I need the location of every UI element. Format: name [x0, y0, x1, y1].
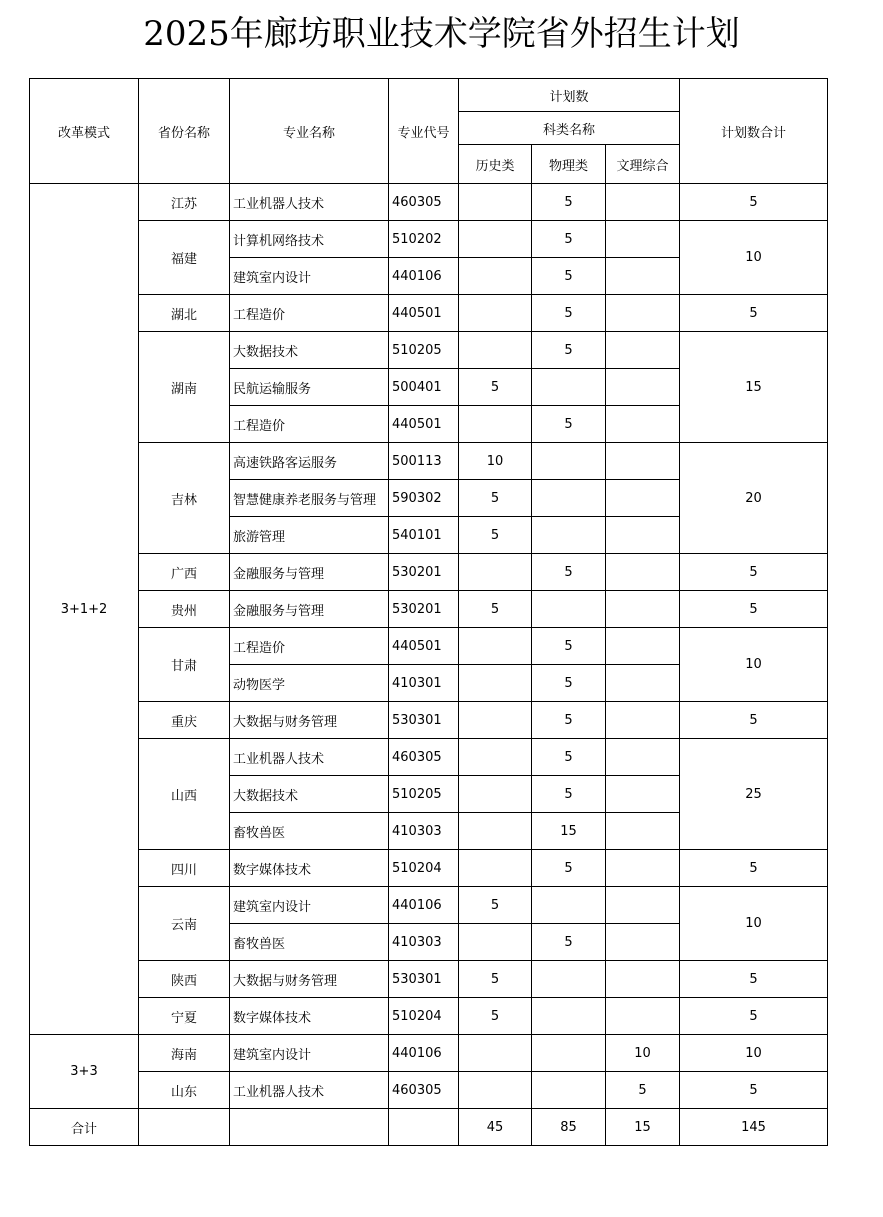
physics-cell: 5	[532, 221, 606, 258]
total-cell: 10	[680, 1035, 828, 1072]
physics-cell	[532, 591, 606, 628]
arts-sci-cell	[606, 665, 680, 702]
history-cell	[459, 295, 532, 332]
history-cell	[459, 739, 532, 776]
header-code: 专业代号	[389, 79, 459, 184]
code-cell: 590302	[389, 480, 459, 517]
header-mode: 改革模式	[30, 79, 139, 184]
total-cell: 5	[680, 591, 828, 628]
province-cell: 宁夏	[139, 998, 230, 1035]
summary-physics: 85	[532, 1109, 606, 1146]
history-cell	[459, 332, 532, 369]
major-cell: 工程造价	[230, 295, 389, 332]
history-cell: 5	[459, 369, 532, 406]
physics-cell: 5	[532, 554, 606, 591]
physics-cell: 5	[532, 702, 606, 739]
code-cell: 440501	[389, 628, 459, 665]
history-cell: 5	[459, 591, 532, 628]
physics-cell: 5	[532, 332, 606, 369]
history-cell	[459, 628, 532, 665]
major-cell: 数字媒体技术	[230, 998, 389, 1035]
code-cell: 510202	[389, 221, 459, 258]
code-cell: 440106	[389, 887, 459, 924]
arts-sci-cell	[606, 406, 680, 443]
code-cell: 510205	[389, 776, 459, 813]
arts-sci-cell	[606, 258, 680, 295]
summary-row	[30, 1109, 828, 1146]
table-row	[30, 739, 828, 776]
history-cell	[459, 924, 532, 961]
code-cell: 500401	[389, 369, 459, 406]
history-cell: 5	[459, 961, 532, 998]
code-cell: 410301	[389, 665, 459, 702]
table-row	[30, 1072, 828, 1109]
province-cell: 贵州	[139, 591, 230, 628]
physics-cell: 5	[532, 924, 606, 961]
major-cell: 工业机器人技术	[230, 739, 389, 776]
history-cell	[459, 184, 532, 221]
major-cell: 计算机网络技术	[230, 221, 389, 258]
physics-cell	[532, 480, 606, 517]
major-cell: 民航运输服务	[230, 369, 389, 406]
history-cell: 5	[459, 517, 532, 554]
province-cell: 重庆	[139, 702, 230, 739]
arts-sci-cell: 5	[606, 1072, 680, 1109]
code-cell: 530201	[389, 591, 459, 628]
province-cell: 福建	[139, 221, 230, 295]
major-cell: 工程造价	[230, 628, 389, 665]
page-title: 2025年廊坊职业技术学院省外招生计划	[143, 14, 740, 54]
header-physics: 物理类	[532, 145, 606, 184]
header-history: 历史类	[459, 145, 532, 184]
major-cell: 金融服务与管理	[230, 591, 389, 628]
total-cell: 5	[680, 850, 828, 887]
province-cell: 海南	[139, 1035, 230, 1072]
arts-sci-cell	[606, 554, 680, 591]
table-row	[30, 591, 828, 628]
history-cell: 5	[459, 480, 532, 517]
mode-cell: 3+3	[30, 1035, 139, 1109]
enrollment-plan-table	[29, 78, 828, 1146]
history-cell	[459, 554, 532, 591]
history-cell	[459, 776, 532, 813]
table-row	[30, 998, 828, 1035]
province-cell: 广西	[139, 554, 230, 591]
physics-cell: 5	[532, 776, 606, 813]
major-cell: 智慧健康养老服务与管理	[230, 480, 389, 517]
table-row	[30, 1035, 828, 1072]
total-cell: 15	[680, 332, 828, 443]
province-cell: 云南	[139, 887, 230, 961]
summary-history: 45	[459, 1109, 532, 1146]
arts-sci-cell: 10	[606, 1035, 680, 1072]
table-footer	[30, 1109, 828, 1146]
table-row	[30, 443, 828, 480]
total-cell: 10	[680, 221, 828, 295]
province-cell: 湖北	[139, 295, 230, 332]
total-cell: 20	[680, 443, 828, 554]
major-cell: 大数据与财务管理	[230, 702, 389, 739]
history-cell	[459, 258, 532, 295]
arts-sci-cell	[606, 776, 680, 813]
major-cell: 工业机器人技术	[230, 1072, 389, 1109]
code-cell: 540101	[389, 517, 459, 554]
major-cell: 大数据技术	[230, 776, 389, 813]
header-arts-sci: 文理综合	[606, 145, 680, 184]
code-cell: 500113	[389, 443, 459, 480]
table-row	[30, 961, 828, 998]
header-total: 计划数合计	[680, 79, 828, 184]
summary-empty-cell	[139, 1109, 230, 1146]
arts-sci-cell	[606, 998, 680, 1035]
history-cell	[459, 850, 532, 887]
code-cell: 440106	[389, 1035, 459, 1072]
arts-sci-cell	[606, 850, 680, 887]
history-cell	[459, 221, 532, 258]
arts-sci-cell	[606, 813, 680, 850]
code-cell: 530301	[389, 961, 459, 998]
physics-cell: 5	[532, 295, 606, 332]
arts-sci-cell	[606, 480, 680, 517]
arts-sci-cell	[606, 628, 680, 665]
total-cell: 5	[680, 1072, 828, 1109]
major-cell: 建筑室内设计	[230, 258, 389, 295]
arts-sci-cell	[606, 702, 680, 739]
physics-cell	[532, 1035, 606, 1072]
province-cell: 山西	[139, 739, 230, 850]
code-cell: 410303	[389, 813, 459, 850]
province-cell: 吉林	[139, 443, 230, 554]
province-cell: 山东	[139, 1072, 230, 1109]
table-row	[30, 702, 828, 739]
physics-cell	[532, 443, 606, 480]
history-cell: 10	[459, 443, 532, 480]
mode-cell: 3+1+2	[30, 184, 139, 1035]
total-cell: 5	[680, 998, 828, 1035]
physics-cell: 5	[532, 628, 606, 665]
physics-cell: 15	[532, 813, 606, 850]
code-cell: 440106	[389, 258, 459, 295]
major-cell: 畜牧兽医	[230, 813, 389, 850]
table-row	[30, 887, 828, 924]
code-cell: 460305	[389, 1072, 459, 1109]
code-cell: 410303	[389, 924, 459, 961]
code-cell: 530201	[389, 554, 459, 591]
arts-sci-cell	[606, 517, 680, 554]
history-cell	[459, 813, 532, 850]
history-cell	[459, 702, 532, 739]
physics-cell: 5	[532, 258, 606, 295]
province-cell: 四川	[139, 850, 230, 887]
physics-cell: 5	[532, 184, 606, 221]
arts-sci-cell	[606, 369, 680, 406]
arts-sci-cell	[606, 924, 680, 961]
total-cell: 10	[680, 628, 828, 702]
physics-cell	[532, 369, 606, 406]
table-row	[30, 221, 828, 258]
code-cell: 510205	[389, 332, 459, 369]
code-cell: 510204	[389, 850, 459, 887]
code-cell: 440501	[389, 295, 459, 332]
history-cell	[459, 1072, 532, 1109]
major-cell: 大数据技术	[230, 332, 389, 369]
major-cell: 高速铁路客运服务	[230, 443, 389, 480]
arts-sci-cell	[606, 295, 680, 332]
major-cell: 畜牧兽医	[230, 924, 389, 961]
summary-arts-sci: 15	[606, 1109, 680, 1146]
history-cell	[459, 1035, 532, 1072]
table-body	[30, 184, 828, 1109]
code-cell: 510204	[389, 998, 459, 1035]
summary-empty-cell	[389, 1109, 459, 1146]
total-cell: 5	[680, 295, 828, 332]
province-cell: 湖南	[139, 332, 230, 443]
total-cell: 5	[680, 702, 828, 739]
arts-sci-cell	[606, 591, 680, 628]
code-cell: 460305	[389, 184, 459, 221]
major-cell: 旅游管理	[230, 517, 389, 554]
history-cell	[459, 406, 532, 443]
total-cell: 5	[680, 554, 828, 591]
header-category: 科类名称	[459, 112, 680, 145]
table-row	[30, 295, 828, 332]
table-row	[30, 628, 828, 665]
province-cell: 江苏	[139, 184, 230, 221]
major-cell: 工业机器人技术	[230, 184, 389, 221]
physics-cell	[532, 517, 606, 554]
physics-cell: 5	[532, 739, 606, 776]
arts-sci-cell	[606, 961, 680, 998]
physics-cell	[532, 1072, 606, 1109]
table-row	[30, 332, 828, 369]
physics-cell: 5	[532, 406, 606, 443]
physics-cell: 5	[532, 665, 606, 702]
total-cell: 10	[680, 887, 828, 961]
physics-cell	[532, 998, 606, 1035]
header-major: 专业名称	[230, 79, 389, 184]
major-cell: 工程造价	[230, 406, 389, 443]
history-cell	[459, 665, 532, 702]
province-cell: 甘肃	[139, 628, 230, 702]
summary-label: 合计	[30, 1109, 139, 1146]
table-header	[30, 79, 828, 184]
total-cell: 5	[680, 961, 828, 998]
history-cell: 5	[459, 887, 532, 924]
major-cell: 动物医学	[230, 665, 389, 702]
major-cell: 建筑室内设计	[230, 887, 389, 924]
table-row	[30, 554, 828, 591]
table-row	[30, 850, 828, 887]
major-cell: 数字媒体技术	[230, 850, 389, 887]
total-cell: 25	[680, 739, 828, 850]
arts-sci-cell	[606, 739, 680, 776]
header-plan: 计划数	[459, 79, 680, 112]
province-cell: 陕西	[139, 961, 230, 998]
arts-sci-cell	[606, 184, 680, 221]
major-cell: 建筑室内设计	[230, 1035, 389, 1072]
arts-sci-cell	[606, 443, 680, 480]
major-cell: 金融服务与管理	[230, 554, 389, 591]
code-cell: 530301	[389, 702, 459, 739]
physics-cell: 5	[532, 850, 606, 887]
physics-cell	[532, 961, 606, 998]
major-cell: 大数据与财务管理	[230, 961, 389, 998]
arts-sci-cell	[606, 221, 680, 258]
summary-total: 145	[680, 1109, 828, 1146]
code-cell: 440501	[389, 406, 459, 443]
arts-sci-cell	[606, 332, 680, 369]
arts-sci-cell	[606, 887, 680, 924]
header-province: 省份名称	[139, 79, 230, 184]
code-cell: 460305	[389, 739, 459, 776]
table-row	[30, 184, 828, 221]
summary-empty-cell	[230, 1109, 389, 1146]
history-cell: 5	[459, 998, 532, 1035]
physics-cell	[532, 887, 606, 924]
total-cell: 5	[680, 184, 828, 221]
